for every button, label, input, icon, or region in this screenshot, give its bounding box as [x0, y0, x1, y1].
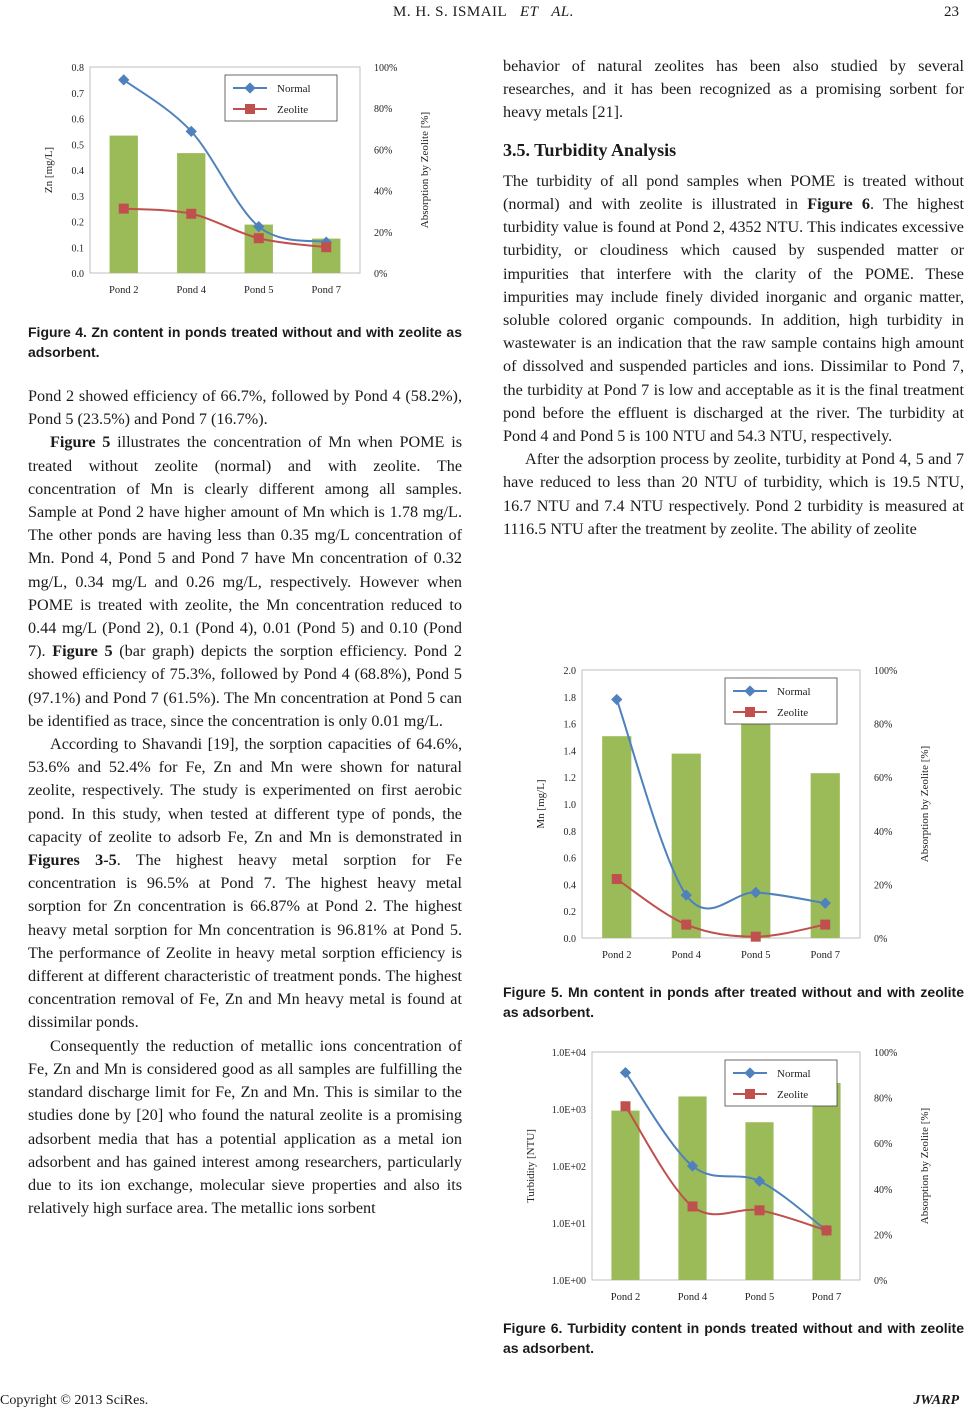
y2-tick-label: 40%: [374, 186, 393, 198]
y-tick-label: 1.0E+03: [551, 1105, 586, 1116]
x-tick-label: Pond 2: [610, 1292, 641, 1303]
y-tick-label: 1.0E+02: [551, 1162, 586, 1173]
legend-marker: [745, 707, 755, 717]
x-tick-label: Pond 4: [671, 950, 701, 961]
legend-marker: [745, 1089, 755, 1099]
bar-pond-2: [602, 736, 631, 938]
y-tick-label: 0.6: [71, 114, 84, 126]
fig6-svg: [522, 1040, 952, 1308]
series-line-normal: [617, 699, 826, 908]
y2-tick-label: 40%: [874, 826, 893, 838]
bar-pond-2: [611, 1111, 639, 1280]
y-tick-label: 0.4: [71, 166, 84, 177]
figure-4-caption: Figure 4. Zn content in ponds treated without and with zeolite as adsorbent.: [28, 324, 462, 360]
y-tick-label: 0.8: [71, 63, 84, 74]
legend-marker: [245, 104, 255, 114]
paragraph: behavior of natural zeolites has been also studied by several researches, and it has been recognized as a promising sorbent for heavy metals [21].: [503, 57, 964, 122]
zeolite-point: [820, 920, 830, 930]
y-tick-label: 1.0: [563, 800, 576, 811]
y-tick-label: 2.0: [563, 666, 576, 677]
y2-axis-label: Absorption by Zeolite [%]: [919, 745, 931, 863]
y2-tick-label: 60%: [874, 1139, 893, 1151]
zeolite-point: [186, 209, 196, 219]
figure-6-caption: Figure 6. Turbidity content in ponds treated without and with zeolite as adsorbent.: [503, 1320, 964, 1356]
y2-tick-label: 0%: [874, 1276, 888, 1287]
series-line-zeolite: [124, 209, 327, 248]
x-tick-label: Pond 7: [811, 1292, 842, 1303]
y2-tick-label: 80%: [874, 1093, 893, 1105]
x-tick-label: Pond 7: [311, 285, 341, 296]
y-tick-label: 0.6: [563, 853, 576, 865]
zeolite-point: [822, 1225, 832, 1235]
legend-label: Normal: [777, 1068, 811, 1080]
y-axis-label: Zn [mg/L]: [43, 146, 55, 194]
figure-6-chart: [522, 1040, 952, 1308]
y-tick-label: 1.2: [563, 773, 576, 785]
y-axis-label: Turbidity [NTU]: [525, 1129, 537, 1203]
fig4-svg: [40, 55, 460, 300]
legend-label: Zeolite: [777, 707, 809, 719]
paragraph: Consequently the reduction of metallic ions concentration of Fe, Zn and Mn is considered good as all samples are fulfilling the standard discharge limit for Fe, Zn and Mn. This is similar to the studies done by [20] who found the natural zeolite is a promising adsorbent media that has a potential application as a metal ion adsorbent and has gained interest among researchers, particularly due to its ion exchange, molecular sieve properties and also its relatively high surface area. The metallic ions sorbent: [28, 1036, 462, 1218]
y-tick-label: 1.0E+00: [551, 1276, 586, 1287]
y-axis-label: Mn [mg/L]: [535, 779, 547, 829]
page-number: 23: [944, 4, 959, 20]
zeolite-point: [751, 932, 761, 942]
legend-label: Normal: [277, 83, 311, 95]
running-title: M. H. S. ISMAIL ET AL.: [393, 4, 574, 20]
normal-point: [611, 694, 622, 705]
zeolite-point: [681, 920, 691, 930]
y-tick-label: 1.4: [563, 746, 576, 758]
y-tick-label: 0.5: [71, 140, 84, 152]
zeolite-point: [119, 204, 129, 214]
x-tick-label: Pond 4: [176, 285, 206, 296]
paragraph: The turbidity of all pond samples when POME is treated without (normal) and with zeolite is illustrated in Figure 6. The highest turbidity value is found at Pond 2, 4352 NTU. This indicates excessive turbidity, or cloudiness which caused by suspended matter or impurities that interfere with the clarity of the POME. These impurities may include finely divided inorganic and organic matter, soluble colored organic compounds. In addition, high turbidity in wastewater is an indication that the raw sample contains high amount of dissolved and suspended particles and ions. Dissimilar to Pond 7, the turbidity at Pond 7 is low and acceptable as it is the final treatment pond before the effluent is discharged at the river. The turbidity at Pond 4 and Pond 5 is 100 NTU and 54.3 NTU, respectively.: [503, 171, 965, 446]
x-tick-label: Pond 4: [677, 1292, 708, 1303]
y2-tick-label: 100%: [874, 666, 898, 677]
y-tick-label: 0.3: [71, 191, 84, 203]
x-tick-label: Pond 2: [109, 285, 139, 296]
x-tick-label: Pond 5: [744, 1292, 775, 1303]
x-tick-label: Pond 2: [602, 950, 632, 961]
paragraph: According to Shavandi [19], the sorption capacities of 64.6%, 53.6% and 52.4% for Fe, Zn and Mn were shown for natural zeolite, respectively. The study is experimented on first aerobic pond. In this study, when tested at different type of ponds, the capacity of zeolite to adsorb Fe, Zn and Mn is demonstrated in Figures 3-5. The highest heavy metal sorption for Fe concentration is 96.5% at Pond 7. The highest heavy metal sorption for Zn concentration is 66.87% at Pond 2. The highest heavy metal sorption for Mn concentration is 96.81% at Pond 5. The performance of Zeolite in heavy metal sorption efficiency is different at different characteristic of treatment ponds. The highest concentration removal of Fe, Zn and Mn heavy metal is found at dissimilar ponds.: [28, 735, 463, 1032]
page-footer: [0, 1393, 967, 1413]
legend-label: Normal: [777, 686, 811, 698]
y2-tick-label: 0%: [874, 934, 888, 945]
zeolite-point: [621, 1101, 631, 1111]
zeolite-point: [688, 1201, 698, 1211]
y2-tick-label: 80%: [374, 104, 393, 116]
paragraph: Pond 2 showed efficiency of 66.7%, followed by Pond 4 (58.2%), Pond 5 (23.5%) and Pond 7 (16.7%).: [28, 387, 462, 429]
legend-label: Zeolite: [777, 1089, 809, 1101]
figure-4-chart: [40, 55, 460, 300]
y2-tick-label: 20%: [874, 1230, 893, 1242]
copyright: Copyright © 2013 SciRes.: [0, 1393, 149, 1408]
zeolite-point: [254, 233, 264, 243]
y-tick-label: 0.2: [563, 907, 576, 919]
y-tick-label: 0.0: [71, 269, 84, 280]
y-tick-label: 1.0E+01: [551, 1219, 586, 1230]
y-tick-label: 1.6: [563, 719, 576, 731]
left-column-text: [28, 385, 462, 1220]
y2-tick-label: 60%: [874, 773, 893, 785]
page-header: [0, 4, 967, 26]
normal-point: [620, 1067, 631, 1078]
zeolite-point: [612, 874, 622, 884]
legend-label: Zeolite: [277, 104, 309, 116]
fig5-svg: [522, 660, 952, 970]
y2-tick-label: 20%: [374, 227, 393, 239]
figure-5-caption: Figure 5. Mn content in ponds after treated without and with zeolite as adsorbent.: [503, 984, 964, 1020]
y-tick-label: 1.0E+04: [551, 1048, 586, 1059]
bar-pond-4: [678, 1096, 706, 1280]
y-tick-label: 0.0: [563, 934, 576, 945]
journal-name: JWARP: [913, 1393, 959, 1408]
y-tick-label: 0.8: [563, 826, 576, 838]
right-column-text: [503, 55, 964, 541]
y2-tick-label: 80%: [874, 719, 893, 731]
series-line-zeolite: [617, 879, 826, 937]
y2-axis-label: Absorption by Zeolite [%]: [419, 111, 431, 229]
x-tick-label: Pond 5: [741, 950, 771, 961]
y2-tick-label: 100%: [874, 1048, 898, 1059]
series-line-zeolite: [626, 1106, 827, 1230]
bar-pond-7: [811, 773, 840, 938]
paragraph: After the adsorption process by zeolite, turbidity at Pond 4, 5 and 7 have reduced to less than 20 NTU of turbidity, which is 19.5 NTU, 16.7 NTU and 7.4 NTU respectively. Pond 2 turbidity is measured at 1116.5 NTU after the treatment by zeolite. The ability of zeolite: [503, 450, 964, 538]
y-tick-label: 0.4: [563, 880, 576, 892]
bar-pond-4: [672, 754, 701, 938]
figure-5-chart: [522, 660, 952, 970]
y2-tick-label: 20%: [874, 880, 893, 892]
zeolite-point: [321, 242, 331, 252]
y-tick-label: 0.1: [71, 243, 84, 255]
y-tick-label: 0.7: [71, 88, 84, 100]
bar-pond-7: [812, 1083, 840, 1280]
zeolite-point: [755, 1205, 765, 1215]
y2-tick-label: 100%: [374, 63, 398, 74]
y2-axis-label: Absorption by Zeolite [%]: [919, 1107, 931, 1225]
paragraph: Figure 5 illustrates the concentration of Mn when POME is treated without zeolite (normal) and with zeolite. The concentration of Mn is clearly different among all samples. Sample at Pond 2 have higher amount of Mn which is 1.78 mg/L. The other ponds are having less than 0.35 mg/L concentration of Mn. Pond 4, Pond 5 and Pond 7 have Mn concentration of 0.32 mg/L, 0.34 mg/L and 0.26 mg/L, respectively. However when POME is treated with zeolite, the Mn concentration reduced to 0.44 mg/L (Pond 2), 0.1 (Pond 4), 0.01 (Pond 5) and 0.10 (Pond 7). Figure 5 (bar graph) depicts the sorption efficiency. Pond 2 showed efficiency of 75.3%, followed by Pond 4 (68.8%), Pond 5 (97.1%) and Pond 7 (61.5%). The Mn concentration at Pond 5 can be identified as trace, since the concentration is only 0.01 mg/L.: [28, 433, 462, 730]
x-tick-label: Pond 5: [244, 285, 274, 296]
bar-pond-5: [745, 1122, 773, 1280]
y-tick-label: 0.2: [71, 217, 84, 229]
y2-tick-label: 0%: [374, 269, 388, 280]
section-heading: 3.5. Turbidity Analysis: [503, 139, 677, 160]
y2-tick-label: 40%: [874, 1184, 893, 1196]
y-tick-label: 1.8: [563, 692, 576, 704]
x-tick-label: Pond 7: [810, 950, 840, 961]
y2-tick-label: 60%: [374, 145, 393, 157]
